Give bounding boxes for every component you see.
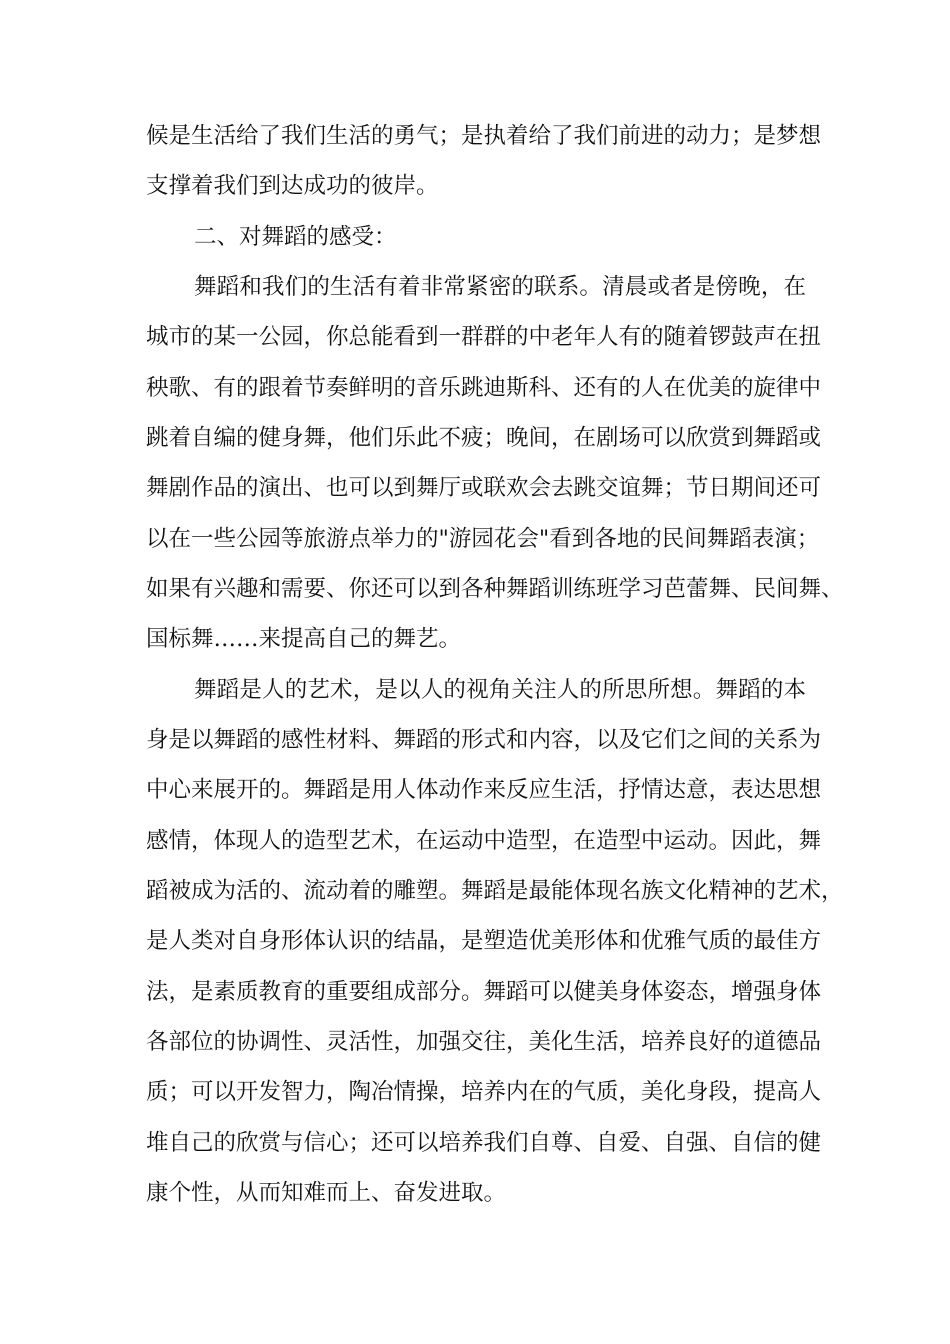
paragraph-line: 如果有兴趣和需要、你还可以到各种舞蹈训练班学习芭蕾舞、民间舞、 <box>146 576 844 602</box>
paragraph-line: 是人类对自身形体认识的结晶，是塑造优美形体和优雅气质的最佳方 <box>146 928 822 954</box>
paragraph-line: 舞剧作品的演出、也可以到舞厅或联欢会去跳交谊舞；节日期间还可 <box>146 475 822 501</box>
paragraph-line: 候是生活给了我们生活的勇气；是执着给了我们前进的动力；是梦想 <box>146 123 822 149</box>
paragraph-line: 国标舞……来提高自己的舞艺。 <box>146 626 462 652</box>
paragraph-line: 感情，体现人的造型艺术，在运动中造型，在造型中运动。因此，舞 <box>146 828 822 854</box>
paragraph-line: 舞蹈和我们的生活有着非常紧密的联系。清晨或者是傍晚，在 <box>194 274 806 300</box>
paragraph-line: 城市的某一公园，你总能看到一群群的中老年人有的随着锣鼓声在扭 <box>146 324 822 350</box>
paragraph-line: 身是以舞蹈的感性材料、舞蹈的形式和内容，以及它们之间的关系为 <box>146 727 822 753</box>
paragraph-line: 支撑着我们到达成功的彼岸。 <box>146 173 439 199</box>
paragraph-line: 康个性，从而知难而上、奋发进取。 <box>146 1180 507 1206</box>
paragraph-line: 蹈被成为活的、流动着的雕塑。舞蹈是最能体现名族文化精神的艺术， <box>146 878 844 904</box>
paragraph-line: 舞蹈是人的艺术，是以人的视角关注人的所思所想。舞蹈的本 <box>194 677 806 703</box>
paragraph-line: 质；可以开发智力，陶冶情操，培养内在的气质，美化身段，提高人 <box>146 1079 822 1105</box>
paragraph-line: 秧歌、有的跟着节奏鲜明的音乐跳迪斯科、还有的人在优美的旋律中 <box>146 375 822 401</box>
paragraph-line: 法，是素质教育的重要组成部分。舞蹈可以健美身体姿态，增强身体 <box>146 979 822 1005</box>
paragraph-line: 以在一些公园等旅游点举力的"游园花会"看到各地的民间舞蹈表演； <box>146 526 820 552</box>
paragraph-line: 跳着自编的健身舞，他们乐此不疲；晚间，在剧场可以欣赏到舞蹈或 <box>146 425 822 451</box>
paragraph-line: 堆自己的欣赏与信心；还可以培养我们自尊、自爱、自强、自信的健 <box>146 1130 822 1156</box>
paragraph-line: 中心来展开的。舞蹈是用人体动作来反应生活，抒情达意，表达思想 <box>146 777 822 803</box>
section-heading: 二、对舞蹈的感受： <box>194 224 397 250</box>
paragraph-line: 各部位的协调性、灵活性，加强交往，美化生活，培养良好的道德品 <box>146 1029 822 1055</box>
